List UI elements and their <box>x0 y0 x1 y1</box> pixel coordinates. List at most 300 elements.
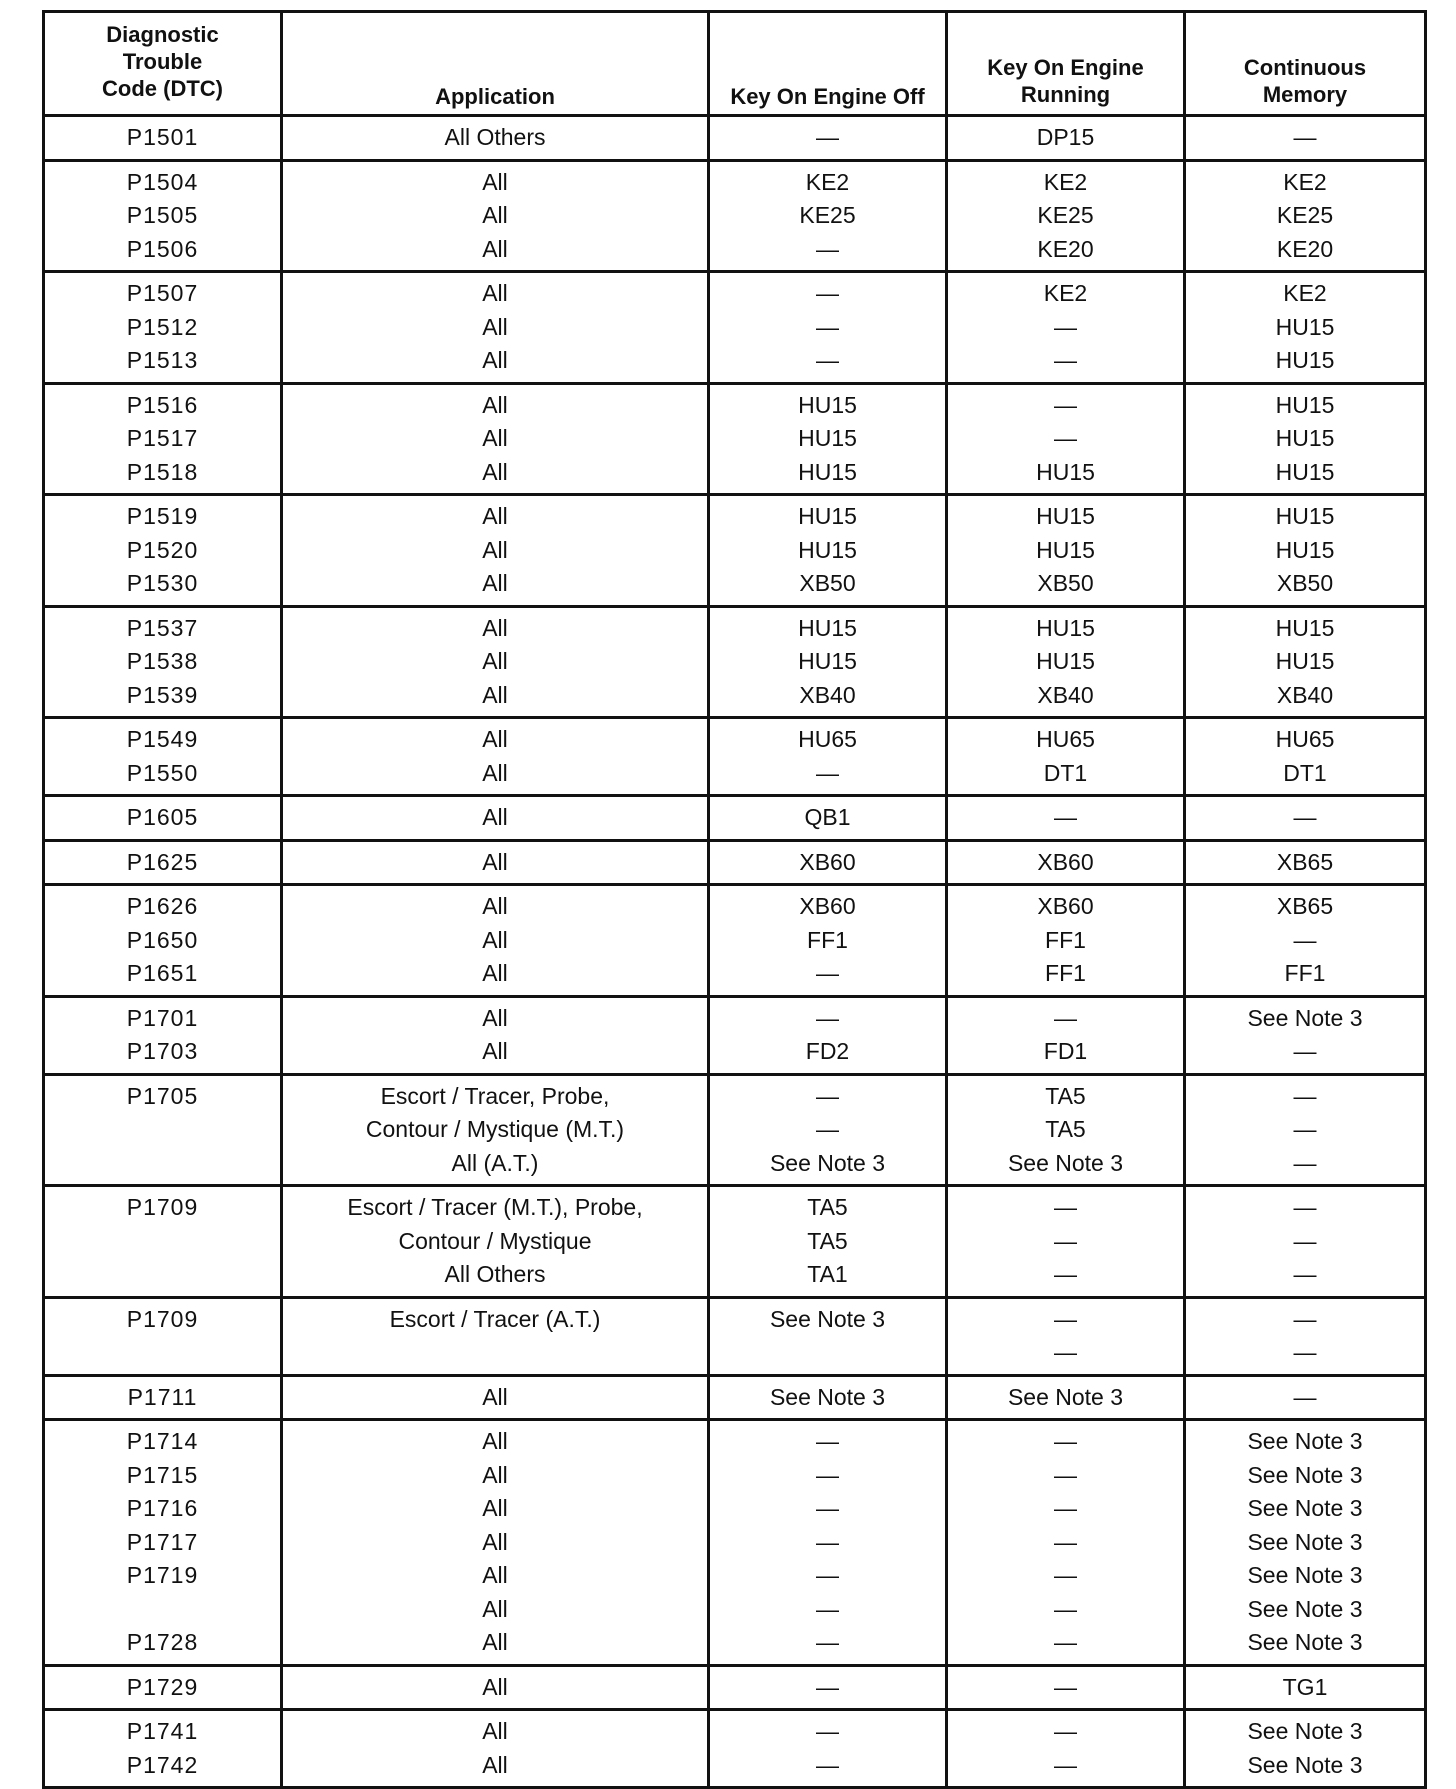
memory-value: — <box>1293 1116 1317 1142</box>
memory-value: See Note 3 <box>1247 1595 1363 1622</box>
table-row <box>44 160 1426 272</box>
dtc-code: P1539 <box>126 681 199 708</box>
memory-value: XB50 <box>1276 570 1334 596</box>
application-cell <box>282 1710 709 1788</box>
application-value: All <box>482 1383 508 1410</box>
dtc-code: P1701 <box>126 1004 199 1031</box>
koer-value: — <box>1054 347 1077 373</box>
koer-value: HU15 <box>1036 458 1095 485</box>
memory-cell <box>1185 840 1426 885</box>
koeo-value: XB60 <box>799 848 856 875</box>
table-row <box>44 1186 1426 1298</box>
koeo-value: — <box>816 1495 839 1521</box>
koer-cell <box>947 996 1185 1074</box>
memory-value: HU15 <box>1275 347 1335 373</box>
koer-value: — <box>1054 1339 1077 1365</box>
koeo-cell <box>709 1710 947 1788</box>
koeo-value: — <box>816 1428 839 1454</box>
application-value: All <box>482 848 508 875</box>
memory-value: TG1 <box>1282 1673 1328 1700</box>
dtc-code: P1507 <box>126 280 199 306</box>
application-value: All <box>482 804 508 830</box>
application-value: Escort / Tracer (M.T.), Probe, <box>347 1194 643 1220</box>
koeo-value: HU15 <box>798 425 857 451</box>
header-dtc <box>44 12 282 116</box>
memory-value: — <box>1293 1082 1317 1109</box>
koer-cell <box>947 796 1185 841</box>
dtc-code: P1530 <box>126 570 199 596</box>
dtc-code-cell <box>44 160 282 272</box>
koeo-value: HU15 <box>798 503 857 529</box>
memory-cell <box>1185 718 1426 796</box>
koeo-cell <box>709 1665 947 1710</box>
dtc-code: P1719 <box>126 1562 199 1588</box>
koeo-value: FF1 <box>807 926 848 953</box>
table-row <box>44 272 1426 384</box>
memory-value: — <box>1293 124 1317 150</box>
koer-value: HU15 <box>1036 614 1095 641</box>
koer-value: — <box>1054 425 1077 451</box>
dtc-code-cell <box>44 495 282 607</box>
memory-value: See Note 3 <box>1247 1718 1363 1744</box>
header-application <box>282 12 709 116</box>
koeo-cell <box>709 996 947 1074</box>
koeo-value: — <box>816 280 839 306</box>
memory-value: HU65 <box>1275 726 1335 752</box>
memory-value: KE20 <box>1276 235 1334 262</box>
koer-value: FF1 <box>1045 926 1086 953</box>
dtc-code-cell <box>44 272 282 384</box>
koeo-value: — <box>816 347 839 373</box>
koeo-value: TA5 <box>807 1227 848 1254</box>
koer-cell <box>947 606 1185 718</box>
koer-cell <box>947 1297 1185 1375</box>
koeo-cell <box>709 1186 947 1298</box>
koer-value: — <box>1054 1428 1077 1454</box>
memory-value: — <box>1293 1227 1317 1254</box>
koer-value: — <box>1054 1751 1077 1778</box>
application-value: All <box>482 235 508 262</box>
koer-value: KE20 <box>1037 235 1094 262</box>
application-value: Contour / Mystique (M.T.) <box>365 1116 625 1142</box>
application-value: All <box>482 1428 508 1454</box>
dtc-code: P1714 <box>126 1428 199 1454</box>
dtc-code-cell <box>44 840 282 885</box>
koeo-cell <box>709 1420 947 1666</box>
application-value: Contour / Mystique <box>398 1227 592 1254</box>
application-cell <box>282 1074 709 1186</box>
application-value: All <box>482 1629 508 1655</box>
table-body <box>44 116 1426 1788</box>
koer-value: KE25 <box>1037 202 1094 228</box>
memory-cell <box>1185 996 1426 1074</box>
koeo-cell <box>709 606 947 718</box>
header-dtc-line: Code (DTC) <box>102 76 223 101</box>
memory-value: See Note 3 <box>1247 1751 1363 1778</box>
dtc-code: P1550 <box>126 759 199 786</box>
koer-value: — <box>1054 1261 1077 1287</box>
dtc-code: P1517 <box>126 425 199 451</box>
dtc-code <box>49 1147 276 1181</box>
application-value: All <box>482 1004 508 1031</box>
dtc-code: P1703 <box>126 1038 199 1064</box>
dtc-code: P1626 <box>126 893 199 919</box>
koeo-cell <box>709 1375 947 1420</box>
koeo-value: HU15 <box>798 458 857 485</box>
koeo-value: — <box>816 124 839 150</box>
koeo-value: HU15 <box>798 391 857 418</box>
dtc-code: P1605 <box>126 804 199 830</box>
dtc-code: P1519 <box>126 503 199 529</box>
koer-value: — <box>1054 1227 1077 1254</box>
koeo-value: — <box>816 1528 839 1555</box>
koeo-value: XB50 <box>799 570 856 596</box>
dtc-code: P1505 <box>126 202 199 228</box>
memory-value: See Note 3 <box>1247 1428 1363 1454</box>
application-value: All <box>482 391 508 418</box>
koer-cell <box>947 1665 1185 1710</box>
dtc-code-cell <box>44 1074 282 1186</box>
application-value: All <box>482 648 508 674</box>
koeo-value: KE25 <box>799 202 856 228</box>
koeo-cell <box>709 383 947 495</box>
application-value: All <box>482 280 508 306</box>
koer-value: — <box>1054 1305 1077 1332</box>
header-memory-line: Memory <box>1262 82 1348 107</box>
header-memory-line: Continuous <box>1243 55 1367 80</box>
table-row <box>44 718 1426 796</box>
dtc-code-cell <box>44 796 282 841</box>
dtc-code: P1709 <box>126 1194 199 1220</box>
koeo-value: — <box>816 1718 839 1744</box>
memory-value: HU15 <box>1275 503 1335 529</box>
koer-value: XB50 <box>1037 570 1094 596</box>
memory-value: — <box>1293 926 1317 953</box>
memory-value: See Note 3 <box>1247 1629 1363 1655</box>
koer-value: — <box>1054 1495 1077 1521</box>
koeo-value: XB60 <box>799 893 856 919</box>
koeo-value: KE2 <box>805 168 850 195</box>
memory-cell <box>1185 1710 1426 1788</box>
koer-value: — <box>1054 1673 1077 1700</box>
table-row <box>44 116 1426 161</box>
koeo-value: — <box>816 313 839 340</box>
memory-value: HU15 <box>1275 313 1335 340</box>
memory-value: — <box>1293 1339 1317 1365</box>
koer-value: See Note 3 <box>1007 1149 1124 1176</box>
memory-cell <box>1185 116 1426 161</box>
koeo-value: FD2 <box>805 1038 850 1064</box>
dtc-code: P1650 <box>126 926 199 953</box>
koer-value: — <box>1054 391 1077 418</box>
dtc-code-cell <box>44 1665 282 1710</box>
application-cell <box>282 1665 709 1710</box>
memory-value: HU15 <box>1275 391 1335 418</box>
koer-value: XB60 <box>1037 893 1094 919</box>
header-dtc-line: Diagnostic <box>106 22 219 47</box>
dtc-code-cell <box>44 1186 282 1298</box>
koeo-value: — <box>816 1751 839 1778</box>
application-cell <box>282 160 709 272</box>
koeo-value: — <box>816 1461 839 1488</box>
table-row <box>44 1074 1426 1186</box>
koer-value: — <box>1054 804 1077 830</box>
dtc-code-cell <box>44 1710 282 1788</box>
memory-value: DT1 <box>1283 759 1327 786</box>
koeo-value: HU65 <box>798 726 857 752</box>
memory-cell <box>1185 1375 1426 1420</box>
dtc-code: P1741 <box>126 1718 199 1744</box>
koeo-value: HU15 <box>798 536 857 563</box>
koeo-value: HU15 <box>798 648 857 674</box>
header-koeo <box>709 12 947 116</box>
dtc-code: P1717 <box>126 1528 199 1555</box>
application-cell <box>282 718 709 796</box>
table-row <box>44 996 1426 1074</box>
application-value: All <box>482 614 508 641</box>
application-value: All <box>482 893 508 919</box>
dtc-code: P1625 <box>126 848 199 875</box>
koer-value: HU15 <box>1036 503 1095 529</box>
memory-value: XB40 <box>1276 681 1334 708</box>
koeo-value: QB1 <box>804 804 851 830</box>
dtc-code: P1501 <box>126 124 199 150</box>
koeo-cell <box>709 1297 947 1375</box>
koeo-value: — <box>816 1116 839 1142</box>
application-value: Escort / Tracer (A.T.) <box>389 1305 601 1332</box>
koer-cell <box>947 1074 1185 1186</box>
header-dtc-line: Trouble <box>122 49 203 74</box>
dtc-code: P1506 <box>126 235 199 262</box>
table-row <box>44 383 1426 495</box>
application-value: All <box>482 425 508 451</box>
header-koer <box>947 12 1185 116</box>
application-value: All <box>482 168 508 195</box>
koer-value: — <box>1054 1194 1077 1220</box>
memory-value: See Note 3 <box>1247 1528 1363 1555</box>
dtc-code: P1518 <box>126 458 199 485</box>
application-value: All <box>482 1528 508 1555</box>
memory-cell <box>1185 606 1426 718</box>
memory-value: See Note 3 <box>1247 1461 1363 1488</box>
header-koer-line: Running <box>1020 82 1111 107</box>
koeo-value: See Note 3 <box>769 1149 886 1176</box>
application-cell <box>282 1186 709 1298</box>
koeo-value: See Note 3 <box>769 1305 886 1332</box>
memory-value: — <box>1293 1194 1317 1220</box>
koer-value: — <box>1054 1004 1077 1031</box>
application-value: All <box>482 1673 508 1700</box>
application-value: All <box>482 1562 508 1588</box>
memory-value: HU15 <box>1275 458 1335 485</box>
memory-value: HU15 <box>1275 614 1335 641</box>
koer-cell <box>947 116 1185 161</box>
koer-cell <box>947 1186 1185 1298</box>
memory-cell <box>1185 495 1426 607</box>
koeo-value: — <box>816 1673 839 1700</box>
header-koer-line: Key On Engine <box>987 55 1144 80</box>
dtc-code: P1729 <box>126 1673 199 1700</box>
dtc-code-cell <box>44 383 282 495</box>
dtc-code <box>49 1113 276 1147</box>
koeo-value: — <box>816 1004 839 1031</box>
table-row <box>44 1375 1426 1420</box>
application-value: All Others <box>444 124 546 150</box>
memory-value: — <box>1293 1305 1317 1332</box>
table-row <box>44 885 1426 997</box>
koeo-value: TA5 <box>807 1194 848 1220</box>
koeo-value: See Note 3 <box>769 1383 886 1410</box>
application-value: All <box>482 458 508 485</box>
application-value: All <box>482 1718 508 1744</box>
koeo-cell <box>709 272 947 384</box>
koer-cell <box>947 840 1185 885</box>
koer-cell <box>947 1710 1185 1788</box>
application-cell <box>282 885 709 997</box>
koer-value: XB40 <box>1037 681 1094 708</box>
application-value: All <box>482 960 508 986</box>
memory-value: XB65 <box>1276 893 1334 919</box>
koer-value: — <box>1054 1629 1077 1655</box>
koeo-value: — <box>816 1082 839 1109</box>
koer-value: — <box>1054 1562 1077 1588</box>
application-value: All <box>482 570 508 596</box>
koer-value: DP15 <box>1036 124 1095 150</box>
koer-value: HU65 <box>1036 726 1095 752</box>
koer-value: TA5 <box>1045 1116 1086 1142</box>
koer-value: — <box>1054 1461 1077 1488</box>
memory-value: — <box>1293 1149 1317 1176</box>
dtc-code-cell <box>44 1375 282 1420</box>
koer-value: — <box>1054 1528 1077 1555</box>
dtc-code: P1728 <box>126 1629 199 1655</box>
koeo-value: HU15 <box>798 614 857 641</box>
application-value: All <box>482 503 508 529</box>
header-row <box>44 12 1426 116</box>
koer-value: — <box>1054 313 1077 340</box>
table-row <box>44 1665 1426 1710</box>
koer-value: DT1 <box>1043 759 1088 786</box>
memory-cell <box>1185 1074 1426 1186</box>
application-cell <box>282 272 709 384</box>
dtc-code: P1513 <box>126 347 199 373</box>
koer-value: HU15 <box>1036 536 1095 563</box>
koer-value: TA5 <box>1045 1082 1086 1109</box>
dtc-code: P1705 <box>126 1082 199 1109</box>
koer-value: XB60 <box>1037 848 1094 875</box>
memory-value: HU15 <box>1275 648 1335 674</box>
dtc-code-cell <box>44 885 282 997</box>
memory-value: FF1 <box>1284 960 1326 986</box>
application-cell <box>282 996 709 1074</box>
dtc-code: P1520 <box>126 536 199 563</box>
koer-cell <box>947 885 1185 997</box>
koer-cell <box>947 718 1185 796</box>
application-value: All <box>482 726 508 752</box>
koeo-cell <box>709 840 947 885</box>
dtc-code: P1711 <box>127 1383 198 1410</box>
application-value: All <box>482 347 508 373</box>
koeo-cell <box>709 116 947 161</box>
dtc-code: P1716 <box>126 1495 199 1521</box>
dtc-code <box>49 1258 276 1292</box>
table-row <box>44 1297 1426 1375</box>
koer-value: KE2 <box>1043 280 1088 306</box>
dtc-code: P1742 <box>126 1751 199 1778</box>
koeo-value: — <box>816 759 839 786</box>
application-cell <box>282 495 709 607</box>
dtc-code: P1538 <box>126 648 199 674</box>
header-koeo-label: Key On Engine Off <box>730 84 925 109</box>
koeo-cell <box>709 885 947 997</box>
memory-value: KE25 <box>1276 202 1334 228</box>
table-row <box>44 1420 1426 1666</box>
application-cell <box>282 1420 709 1666</box>
application-value: All <box>482 1751 508 1778</box>
memory-value: KE2 <box>1283 168 1327 195</box>
table-row <box>44 606 1426 718</box>
memory-value: — <box>1293 1261 1317 1287</box>
memory-cell <box>1185 1420 1426 1666</box>
application-cell <box>282 1297 709 1375</box>
memory-cell <box>1185 796 1426 841</box>
memory-value: See Note 3 <box>1247 1495 1363 1521</box>
header-memory <box>1185 12 1426 116</box>
application-value: All <box>482 536 508 563</box>
koer-value: HU15 <box>1036 648 1095 674</box>
application-value: All <box>482 1038 508 1064</box>
application-value: All <box>482 926 508 953</box>
table-row <box>44 796 1426 841</box>
memory-value: HU15 <box>1275 536 1335 563</box>
application-cell <box>282 606 709 718</box>
koer-value: FD1 <box>1043 1038 1088 1064</box>
koeo-value: — <box>816 1595 839 1622</box>
koer-value: See Note 3 <box>1007 1383 1124 1410</box>
application-value: All <box>482 202 508 228</box>
koeo-value: — <box>816 1629 839 1655</box>
memory-value: See Note 3 <box>1247 1562 1363 1588</box>
dtc-code: P1715 <box>126 1461 199 1488</box>
koeo-value: TA1 <box>807 1261 848 1287</box>
koer-cell <box>947 383 1185 495</box>
application-value: All (A.T.) <box>451 1149 539 1176</box>
memory-cell <box>1185 1297 1426 1375</box>
memory-value: See Note 3 <box>1247 1004 1363 1031</box>
dtc-code-cell <box>44 606 282 718</box>
memory-cell <box>1185 160 1426 272</box>
memory-cell <box>1185 383 1426 495</box>
koer-value: KE2 <box>1043 168 1088 195</box>
dtc-code-cell <box>44 718 282 796</box>
koeo-cell <box>709 495 947 607</box>
koeo-value: — <box>816 235 839 262</box>
table-row <box>44 840 1426 885</box>
koer-cell <box>947 160 1185 272</box>
memory-cell <box>1185 885 1426 997</box>
application-cell <box>282 796 709 841</box>
memory-cell <box>1185 1186 1426 1298</box>
koeo-cell <box>709 1074 947 1186</box>
dtc-code-cell <box>44 116 282 161</box>
header-application-label: Application <box>435 84 555 109</box>
koer-cell <box>947 1420 1185 1666</box>
table-row <box>44 495 1426 607</box>
memory-value: — <box>1293 1038 1317 1064</box>
dtc-code: P1504 <box>126 168 199 195</box>
koer-value: — <box>1054 1718 1077 1744</box>
dtc-code: P1651 <box>126 960 199 986</box>
